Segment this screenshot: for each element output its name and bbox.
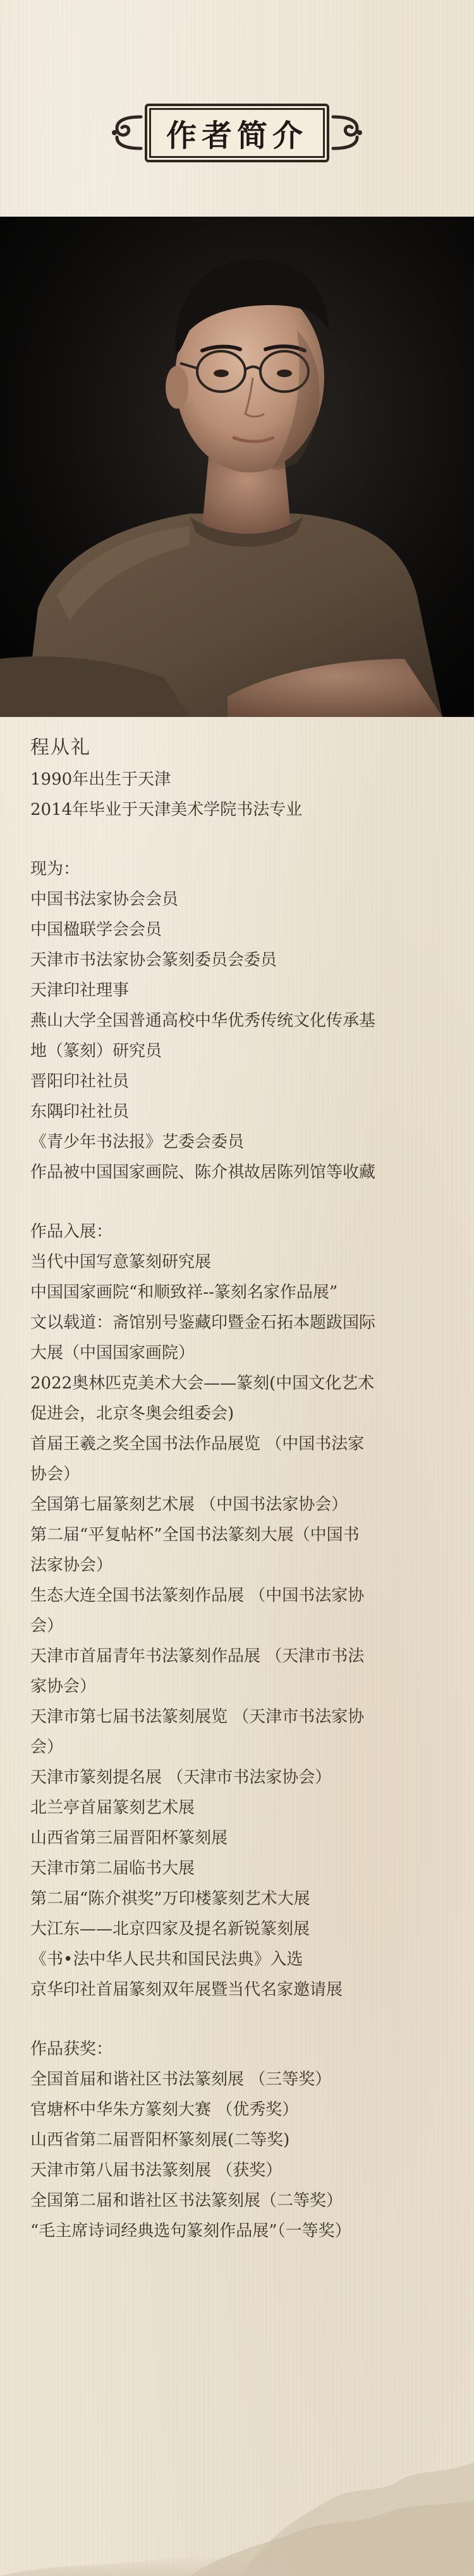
exhibitions-heading: 作品入展：: [30, 1222, 113, 1241]
exhibition-item: 京华印社首届篆刻双年展暨当代名家邀请展: [30, 1980, 343, 1999]
exhibition-item: 会）: [30, 1738, 64, 1757]
title-box: [145, 104, 329, 162]
exhibition-item: 首届王羲之奖全国书法作品展览 （中国书法家: [30, 1435, 365, 1454]
exhibition-item: 当代中国写意篆刻研究展: [30, 1253, 212, 1272]
portrait-illustration: [0, 217, 474, 717]
title-plaque: [109, 104, 365, 162]
exhibition-item: 2022奥林匹克美术大会——篆刻(中国文化艺术: [30, 1374, 375, 1393]
position-item: 作品被中国国家画院、陈介祺故居陈列馆等收藏: [30, 1163, 376, 1182]
exhibition-item: 天津市第七届书法篆刻展览 （天津市书法家协: [30, 1707, 365, 1726]
exhibition-item: 第二届“平复帖杯”全国书法篆刻大展（中国书: [30, 1526, 360, 1544]
exhibition-item: 家协会）: [30, 1677, 97, 1696]
exhibition-item: 文以载道：斋馆别号鉴藏印暨金石拓本题跋国际: [30, 1313, 376, 1332]
position-item: 《青少年书法报》艺委会委员: [30, 1133, 245, 1152]
exhibition-item: 山西省第三届晋阳杯篆刻展: [30, 1829, 228, 1848]
exhibition-item: 天津市首届青年书法篆刻作品展 （天津市书法: [30, 1647, 365, 1666]
exhibition-item: 第二届“陈介祺奖”万印楼篆刻艺术大展: [30, 1889, 310, 1908]
award-item: 全国首届和谐社区书法篆刻展 （三等奖）: [30, 2070, 332, 2089]
scroll-ornament-left-icon: [109, 111, 143, 155]
position-item: 天津市书法家协会篆刻委员会委员: [30, 951, 277, 970]
position-item: 晋阳印社社员: [30, 1072, 130, 1091]
author-name: 程从礼: [30, 737, 91, 759]
page-title: 作者简介: [166, 117, 308, 153]
awards-heading: 作品获奖：: [30, 2040, 113, 2059]
ink-mountains-decoration: [0, 2424, 474, 2576]
position-item: 天津印社理事: [30, 981, 130, 1000]
award-item: 天津市第八届书法篆刻展 （获奖）: [30, 2161, 283, 2180]
exhibition-item: 《书•法中华人民共和国民法典》入选: [30, 1950, 303, 1969]
exhibition-item: 促进会，北京冬奥会组委会): [30, 1404, 234, 1423]
bio-education: 2014年毕业于天津美术学院书法专业: [30, 800, 303, 819]
exhibition-item: 大江东——北京四家及提名新锐篆刻展: [30, 1920, 310, 1939]
award-item: 官塘杯中华朱方篆刻大赛 （优秀奖）: [30, 2100, 299, 2119]
position-item: 中国楹联学会会员: [30, 920, 162, 939]
exhibition-item: 北兰亭首届篆刻艺术展: [30, 1798, 195, 1817]
position-item: 燕山大学全国普通高校中华优秀传统文化传承基: [30, 1011, 376, 1030]
title-banner: [0, 95, 474, 171]
bio-birth: 1990年出生于天津: [30, 770, 171, 789]
exhibition-item: 大展（中国国家画院）: [30, 1344, 195, 1363]
exhibition-item: 会）: [30, 1616, 64, 1635]
exhibition-item: 天津市篆刻提名展 （天津市书法家协会）: [30, 1768, 332, 1787]
position-item: 中国书法家协会会员: [30, 890, 179, 909]
position-item: 地（篆刻）研究员: [30, 1042, 162, 1061]
exhibition-item: 天津市第二届临书大展: [30, 1859, 195, 1878]
positions-heading: 现为：: [30, 860, 80, 879]
exhibition-item: 法家协会）: [30, 1556, 113, 1575]
award-item: 山西省第二届晋阳杯篆刻展(二等奖): [30, 2131, 290, 2150]
award-item: “毛主席诗词经典选句篆刻作品展”（一等奖）: [30, 2222, 351, 2241]
exhibition-item: 中国国家画院“和顺致祥--篆刻名家作品展”: [30, 1283, 338, 1302]
exhibition-item: 协会）: [30, 1465, 80, 1484]
author-portrait: [0, 217, 474, 717]
scroll-ornament-right-icon: [331, 111, 365, 155]
exhibition-item: 全国第七届篆刻艺术展 （中国书法家协会）: [30, 1495, 348, 1514]
exhibition-item: 生态大连全国书法篆刻作品展 （中国书法家协: [30, 1586, 365, 1605]
position-item: 东隅印社社员: [30, 1102, 130, 1121]
award-item: 全国第二届和谐社区书法篆刻展（二等奖）: [30, 2191, 343, 2210]
